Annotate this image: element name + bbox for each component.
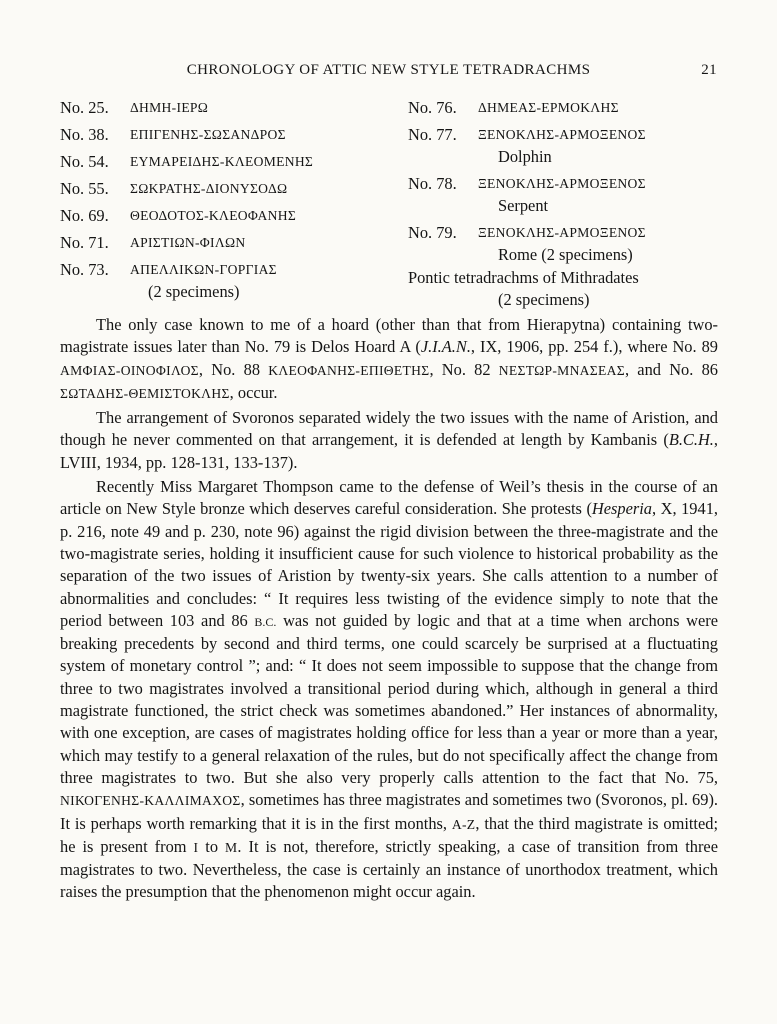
- pontic-line: Pontic tetradrachms of Mithradates: [408, 268, 639, 287]
- greek-letter: Μ: [225, 839, 238, 855]
- running-title: CHRONOLOGY OF ATTIC NEW STYLE TETRADRACHMS: [186, 62, 591, 78]
- issue-number: No. 54.: [60, 152, 109, 171]
- running-header: [60, 62, 717, 82]
- list-item: [60, 123, 400, 146]
- body-text: [60, 314, 718, 906]
- magistrate-names: ΞΕΝΟΚΛΗΣ-ΑΡΜΟΞΕΝΟΣ: [478, 176, 646, 191]
- paragraph-svoronos: The arrangement of Svoronos separated widely the two issues with the name of Aristion, and though he never commented on that arrangement, it is defended at length by Kambanis (B.C.H., LVIII, 1934, pp. 128-131, 133-137).: [60, 408, 718, 472]
- list-item: [60, 231, 400, 254]
- issue-number: No. 79.: [408, 223, 457, 242]
- magistrate-names: ΑΡΙΣΤΙΩΝ-ΦΙΛΩΝ: [130, 235, 246, 250]
- magistrate-names: ΣΩΚΡΑΤΗΣ-ΔΙΟΝΥΣΟΔΩ: [130, 181, 288, 196]
- list-item: [60, 96, 400, 119]
- list-item: [60, 177, 400, 200]
- list-item: [408, 172, 728, 195]
- greek-names: ΣΩΤΑΔΗΣ-ΘΕΜΙΣΤΟΚΛΗΣ: [60, 385, 230, 401]
- greek-letters: Α-Ζ: [451, 816, 476, 832]
- issue-number: No. 25.: [60, 98, 109, 117]
- issue-note: Dolphin: [498, 147, 552, 166]
- list-item: [408, 123, 728, 146]
- greek-names: ΝΕΣΤΩΡ-ΜΝΑΣΕΑΣ: [498, 362, 625, 378]
- issue-number: No. 73.: [60, 260, 109, 279]
- paragraph-thompson: Recently Miss Margaret Thompson came to the defense of Weil’s thesis in the course of an article on New Style bronze which deserves careful consideration. She protests (Hesperia, X, 1941, p. 216, note 49 and p. 230, note 96) against the rigid division between the three-magistrate and the two-magistrate series, holding it insufficient cause for such violence to historical probability as the separation of the two issues of Aristion by twenty-six years. She calls attention to a number of abnormalities and concludes: “ It requires less twisting of the evidence simply to note that the period between 103 and 86 B.C. was not guided by logic and that at a time when archons were breaking precedents by second and third terms, one could scarcely be surprised at a fluctuating system of monetary control ”; and: “ It does not seem impossible to suppose that the change from three to two magistrates involved a transitional period during which, although in general a third magistrate functioned, the strict check was sometimes abandoned.” Her instances of abnormality, with one exception, are cases of magistrates holding office for less than a year or more than a year, which may testify to a general relaxation of the rules, but do not specifically affect the change from three magistrates to two. But she also very properly calls attention to the fact that No. 75, ΝΙΚΟΓΕΝΗΣ-ΚΑΛΛΙΜΑΧΟΣ, sometimes has three magistrates and sometimes two (Svoronos, pl. 69). It is perhaps worth remarking that it is in the first months, Α-Ζ, that the third magistrate is omitted; he is present from Ι to Μ. It is not, therefore, strictly speaking, a case of transition from three magistrates to two. Nevertheless, the case is certainly an instance of unorthodox treatment, which raises the presumption that the phenomenon might occur again.: [60, 477, 718, 902]
- issue-number: No. 76.: [408, 98, 457, 117]
- magistrate-names: ΔΗΜΗ-ΙΕΡΩ: [130, 100, 209, 115]
- list-item: [60, 150, 400, 173]
- greek-names: ΑΜΦΙΑΣ-ΟΙΝΟΦΙΛΟΣ: [60, 362, 199, 378]
- left-issue-list: [60, 96, 400, 303]
- issue-note: Serpent: [498, 196, 549, 215]
- magistrate-names: ΕΥΜΑΡΕΙΔΗΣ-ΚΛΕΟΜΕΝΗΣ: [130, 154, 314, 169]
- issue-number: No. 78.: [408, 174, 457, 193]
- issue-number: No. 77.: [408, 125, 457, 144]
- issue-number: No. 69.: [60, 206, 109, 225]
- magistrate-names: ΞΕΝΟΚΛΗΣ-ΑΡΜΟΞΕΝΟΣ: [478, 225, 646, 240]
- right-issue-list: [408, 96, 728, 311]
- paragraph-hoard: The only case known to me of a hoard (other than that from Hierapytna) containing two-magistrate issues later than No. 79 is Delos Hoard A (J.I.A.N., IX, 1906, pp. 254 f.), where No. 89 ΑΜΦΙΑΣ-ΟΙΝΟΦΙΛΟΣ, No. 88 ΚΛΕΟΦΑΝΗΣ-ΕΠΙΘΕΤΗΣ, No. 82 ΝΕΣΤΩΡ-ΜΝΑΣΕΑΣ, and No. 86 ΣΩΤΑΔΗΣ-ΘΕΜΙΣΤΟΚΛΗΣ, occur.: [60, 315, 718, 402]
- issue-number: No. 55.: [60, 179, 109, 198]
- greek-letter: Ι: [193, 839, 199, 855]
- page-number: 21: [701, 62, 717, 78]
- list-item: [408, 96, 728, 119]
- magistrate-names: ΑΠΕΛΛΙΚΩΝ-ΓΟΡΓΙΑΣ: [130, 262, 277, 277]
- greek-names: ΚΛΕΟΦΑΝΗΣ-ΕΠΙΘΕΤΗΣ: [268, 362, 430, 378]
- list-item: [60, 258, 400, 281]
- issue-number: No. 38.: [60, 125, 109, 144]
- issue-note: (2 specimens): [148, 282, 240, 301]
- greek-names: ΝΙΚΟΓΕΝΗΣ-ΚΑΛΛΙΜΑΧΟΣ: [60, 793, 241, 809]
- issue-note: Rome (2 specimens): [498, 245, 633, 264]
- magistrate-names: ΔΗΜΕΑΣ-ΕΡΜΟΚΛΗΣ: [478, 100, 619, 115]
- list-item: [408, 221, 728, 244]
- magistrate-names: ΞΕΝΟΚΛΗΣ-ΑΡΜΟΞΕΝΟΣ: [478, 127, 646, 142]
- issue-number: No. 71.: [60, 233, 109, 252]
- pontic-note: (2 specimens): [498, 290, 590, 309]
- magistrate-names: ΘΕΟΔΟΤΟΣ-ΚΛΕΟΦΑΝΗΣ: [130, 208, 297, 223]
- list-item: [60, 204, 400, 227]
- magistrate-names: ΕΠΙΓΕΝΗΣ-ΣΩΣΑΝΔΡΟΣ: [130, 127, 286, 142]
